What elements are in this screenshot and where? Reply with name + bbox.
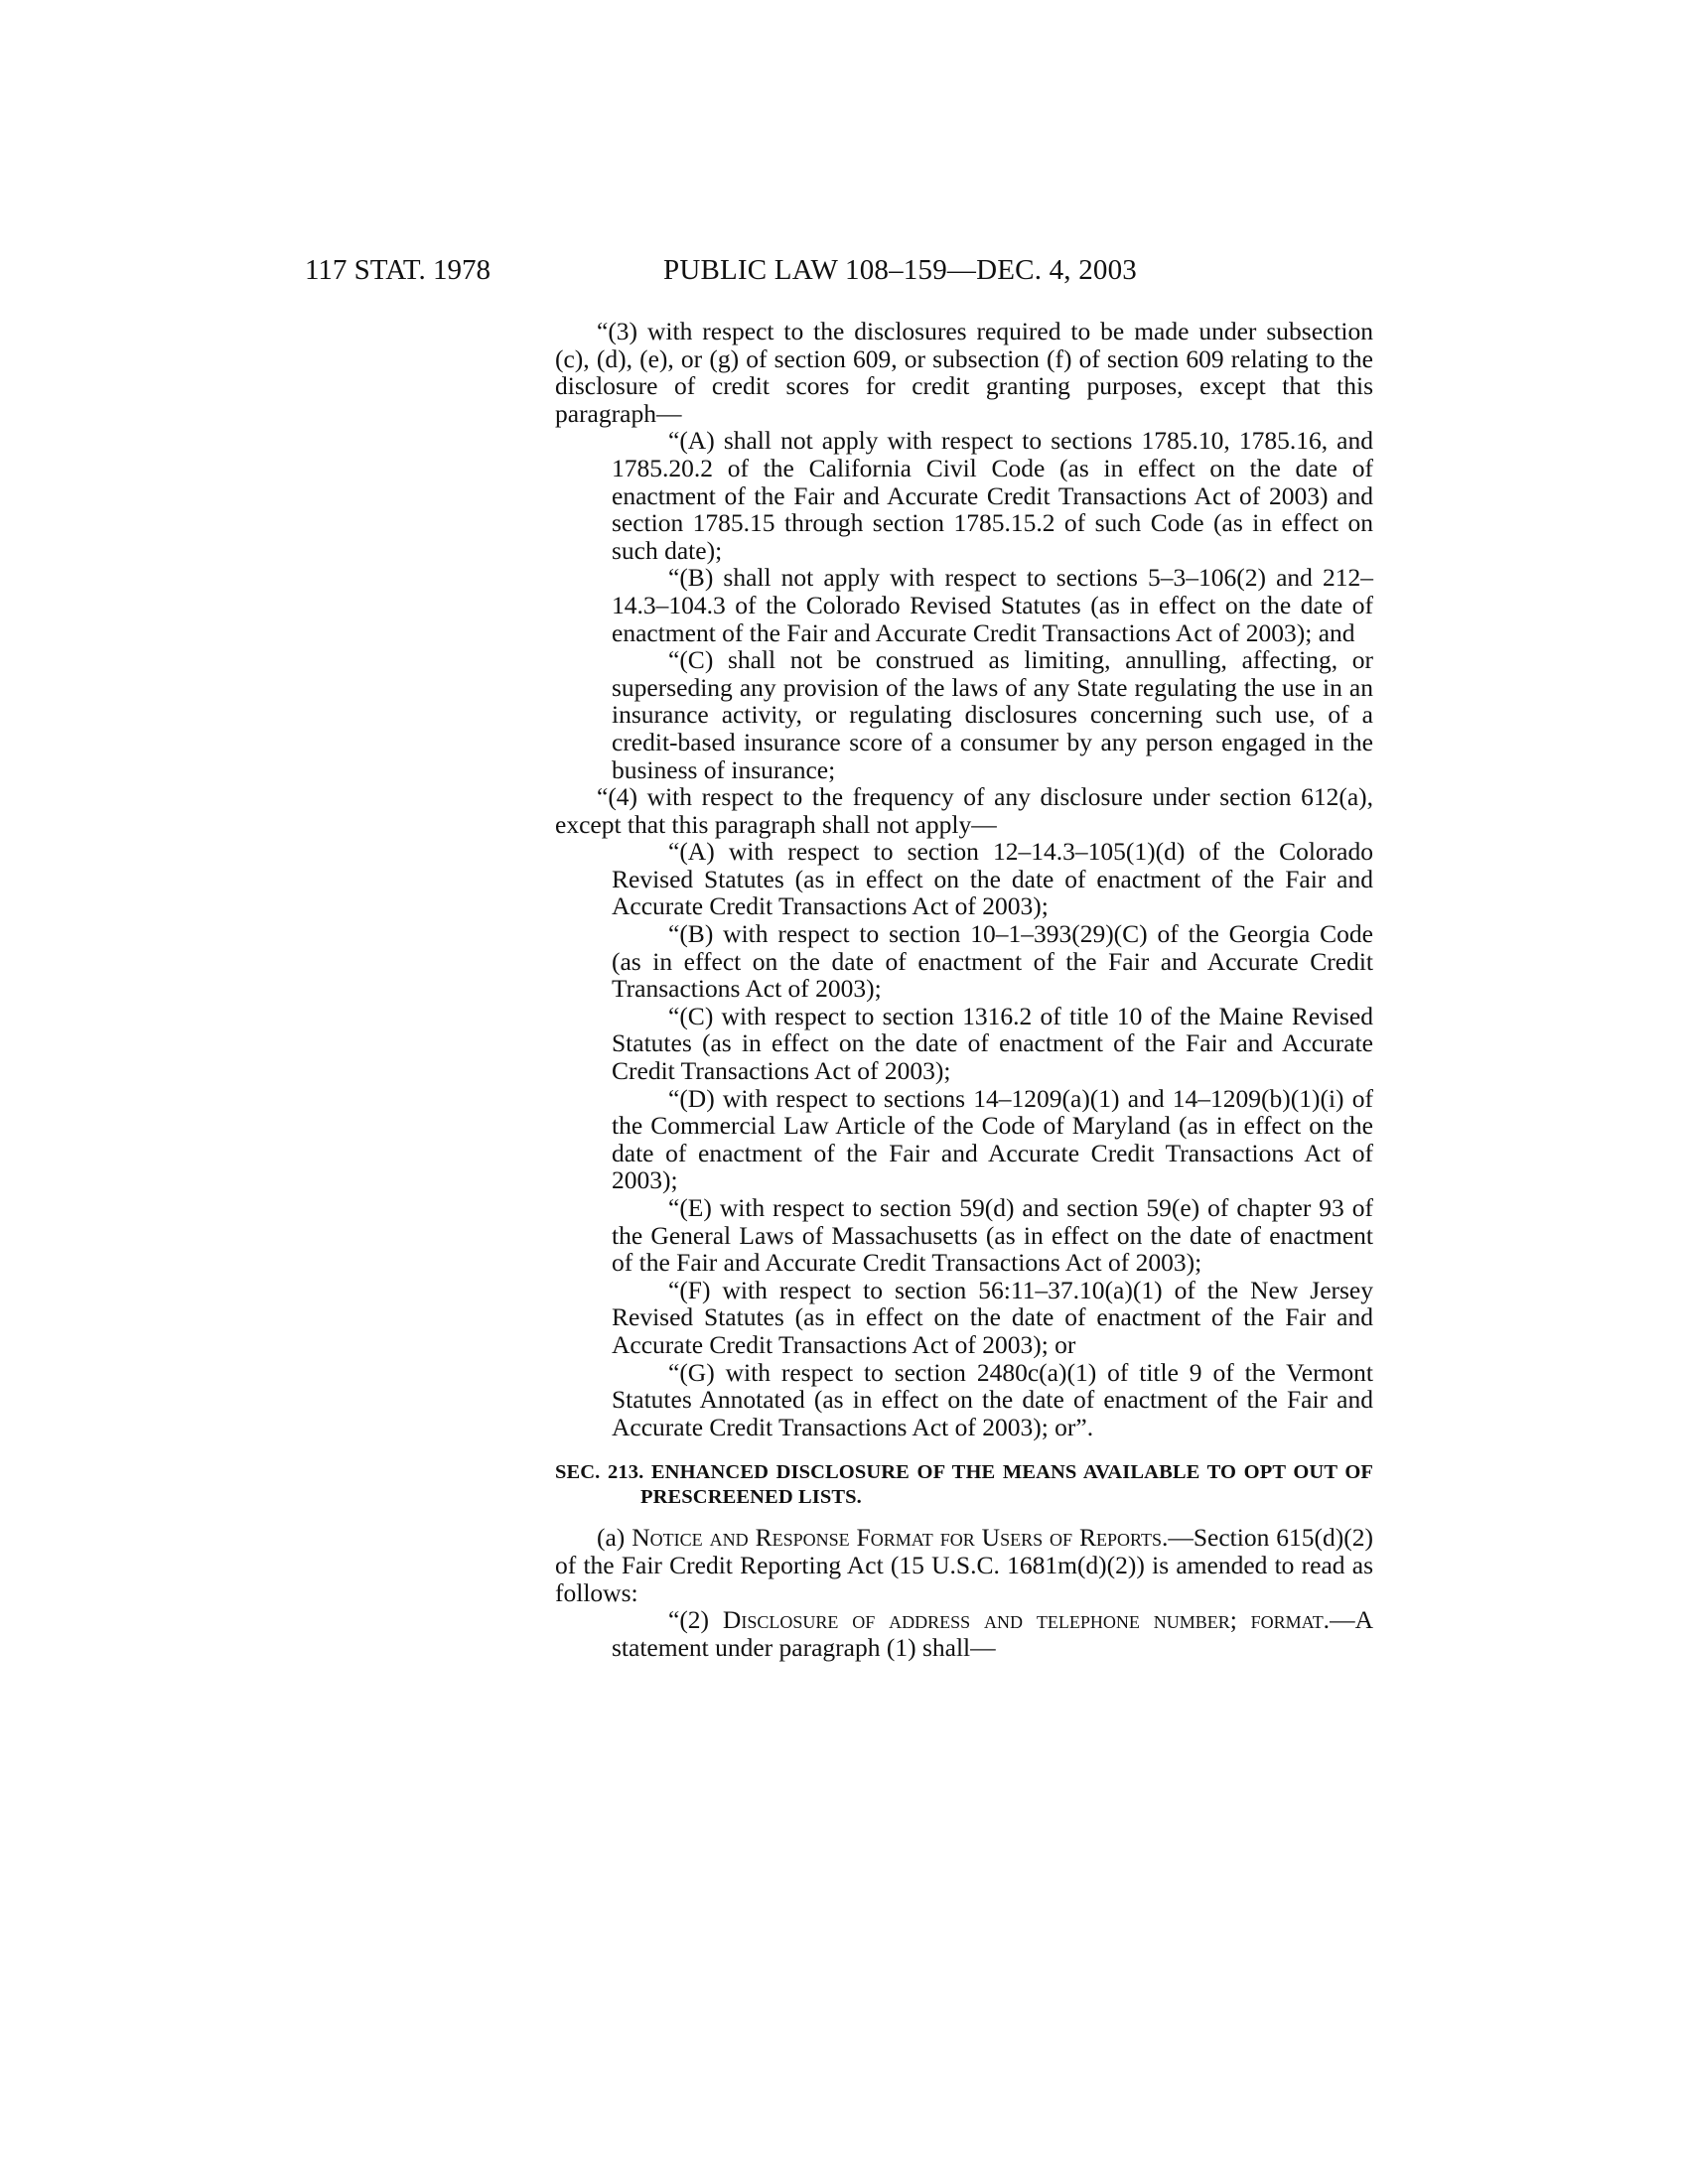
subsection-a-text: —Section 615(d)(2) of the Fair Credit Reporting Act (15 U.S.C. 1681m(d)(2)) is amended to read as follows:: [555, 1523, 1373, 1607]
paragraph-4-c: “(C) with respect to section 1316.2 of title 10 of the Maine Revised Statutes (as in effect on the date of enactment of the Fair and Accurate Credit Transactions Act of 2003);: [612, 1001, 1373, 1086]
page-body: [555, 318, 1373, 1661]
paragraph-4-f: “(F) with respect to section 56:11–37.10(a)(1) of the New Jersey Revised Statutes (as in effect on the date of enactment of the Fair and Accurate Credit Transactions Act of 2003); or: [612, 1275, 1373, 1359]
subsection-a: [555, 1524, 1373, 1606]
paragraph-3: “(3) with respect to the disclosures required to be made under subsection (c), (d), (e), or (g) of section 609, or subsection (f) of section 609 relating to the disclosure of credit scores for credit granting purposes, except that this paragraph—: [555, 317, 1373, 428]
paragraph-4-g: “(G) with respect to section 2480c(a)(1) of title 9 of the Vermont Statutes Annotated (as in effect on the date of enactment of the Fair and Accurate Credit Transactions Act of 2003); or”.: [612, 1357, 1373, 1441]
paragraph-4-e: “(E) with respect to section 59(d) and section 59(e) of chapter 93 of the General Laws of Massachusetts (as in effect on the date of enactment of the Fair and Accurate Credit Transactions Act of 2003);: [612, 1193, 1373, 1278]
subsection-a-prefix: (a): [597, 1523, 633, 1553]
paragraph-4-d: “(D) with respect to sections 14–1209(a)(1) and 14–1209(b)(1)(i) of the Commercial Law Article of the Code of Maryland (as in effect on the date of enactment of the Fair and Accurate Credit Transactions Act of 2003);: [612, 1083, 1373, 1195]
paragraph-4: “(4) with respect to the frequency of any disclosure under section 612(a), except that this paragraph shall not apply—: [555, 782, 1373, 839]
paragraph-4-a: “(A) with respect to section 12–14.3–105(1)(d) of the Colorado Revised Statutes (as in effect on the date of enactment of the Fair and Accurate Credit Transactions Act of 2003);: [612, 837, 1373, 921]
paragraph-3-c: “(C) shall not be construed as limiting, annulling, affecting, or superseding any provision of the laws of any State regulating the use in an insurance activity, or regulating disclosures concerning such use, of a credit-based insurance score of a consumer by any person engaged in the business of insurance;: [612, 645, 1373, 784]
subsection-a-caption: Notice and Response Format for Users of Reports.: [632, 1523, 1169, 1553]
paragraph-3-a: “(A) shall not apply with respect to sections 1785.10, 1785.16, and 1785.20.2 of the California Civil Code (as in effect on the date of enactment of the Fair and Accurate Credit Transactions Act of 2003) and section 1785.15 through section 1785.15.2 of such Code (as in effect on such date);: [612, 426, 1373, 565]
amended-paragraph-prefix: “(2): [668, 1605, 723, 1635]
statute-reference: 117 STAT. 1978: [305, 254, 491, 286]
section-213-heading: SEC. 213. ENHANCED DISCLOSURE OF THE MEANS AVAILABLE TO OPT OUT OF PRESCREENED LISTS.: [555, 1461, 1373, 1509]
amended-paragraph-text: —A statement under paragraph (1) shall—: [612, 1605, 1373, 1662]
paragraph-4-b: “(B) with respect to section 10–1–393(29)(C) of the Georgia Code (as in effect on the date of enactment of the Fair and Accurate Credit Transactions Act of 2003);: [612, 919, 1373, 1004]
amended-paragraph-caption: Disclosure of address and telephone number; format.: [722, 1605, 1331, 1635]
page-header: [305, 250, 1377, 290]
paragraph-3-b: “(B) shall not apply with respect to sections 5–3–106(2) and 212–14.3–104.3 of the Colorado Revised Statutes (as in effect on the date of enactment of the Fair and Accurate Credit Transactions Act of 2003); and: [612, 563, 1373, 647]
law-title: PUBLIC LAW 108–159—DEC. 4, 2003: [663, 254, 1138, 286]
amended-paragraph-2: [555, 1606, 1373, 1661]
